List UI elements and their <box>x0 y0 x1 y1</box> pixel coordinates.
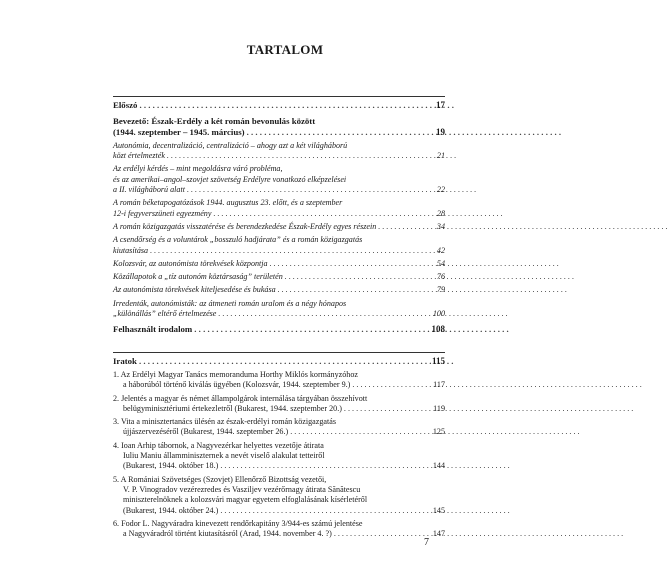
toc-subentry-page: 21 <box>436 151 445 161</box>
toc-document-title: 6. Fodor L. Nagyváradra kinevezett rendőrkapitány 3/944-es számú jelentése <box>113 518 363 528</box>
toc-subentry[interactable] <box>113 198 445 219</box>
toc-entry-eloszo[interactable] <box>113 100 445 110</box>
dot-leader <box>137 356 430 366</box>
dot-leader <box>268 259 435 269</box>
dot-leader <box>283 272 435 282</box>
toc-subentry-page: 54 <box>436 258 445 268</box>
toc-entry-title: Felhasznált irodalom <box>113 324 193 335</box>
toc-subentry[interactable] <box>113 259 445 269</box>
toc-entry-title: (1944. szeptember – 1945. március) <box>113 126 245 137</box>
toc-subentry[interactable] <box>113 299 445 320</box>
toc-subentry-title: Autonómia, decentralizáció, centralizáció – ahogy azt a két világháború <box>113 140 348 150</box>
dot-leader <box>137 100 434 110</box>
toc-document-page: 119 <box>433 403 445 413</box>
toc-subentry[interactable] <box>113 235 445 256</box>
toc-document-title: 2. Jelentés a magyar és német állampolgárok internálása tárgyában összehívott <box>113 393 368 403</box>
toc-document-entry[interactable] <box>113 441 445 472</box>
toc-subentry[interactable] <box>113 272 445 282</box>
toc-subentry-title: A román béketapogatózások 1944. augusztus 23. előtt, és a szeptember <box>113 198 343 208</box>
toc-subentry-title: a II. világháború alatt <box>113 185 185 195</box>
toc-subentry-title: Kolozsvár, az autonómista törekvések központja <box>113 258 268 268</box>
toc-subentry[interactable] <box>113 222 445 232</box>
toc-document-title: miniszterelnöknek a kolozsvári magyar egyetem elfoglalásának kísérletéről <box>123 495 368 505</box>
toc-subentry-title: Az autonómista törekvések kiteljesedése és bukása <box>113 285 276 295</box>
toc-subentry-page: 28 <box>436 208 445 218</box>
toc-subentry-page: 42 <box>436 245 445 255</box>
toc-subentry-title: Irredenták, autonómisták: az átmeneti román uralom és a négy hónapos <box>113 298 347 308</box>
toc-document-entry[interactable] <box>113 370 445 391</box>
page-number: 7 <box>424 537 429 548</box>
toc-entry-page: 17 <box>436 100 445 110</box>
toc-document-page: 117 <box>433 380 445 390</box>
dot-leader <box>276 285 435 295</box>
dot-leader <box>245 127 434 137</box>
dot-leader <box>165 151 435 161</box>
toc-subentry-title: A csendőrség és a voluntárok „bosszuló hadjárata” és a román közigazgatás <box>113 235 363 245</box>
toc-subentry-page: 79 <box>436 285 445 295</box>
toc-document-title: a Nagyváradról történt kiutasításról (Arad, 1944. november 4. ?) <box>123 529 332 539</box>
dot-leader <box>350 380 431 390</box>
toc-subentry-title: A román közigazgatás visszatérése és berendezkedése Észak-Erdély egyes részein <box>113 221 377 231</box>
divider <box>113 352 445 353</box>
toc-document-page: 145 <box>432 505 445 515</box>
toc-document-entry[interactable] <box>113 519 445 540</box>
toc-subentry-title: és az amerikai–angol–szovjet szövetség Erdélyre vonatkozó elképzelései <box>113 174 347 184</box>
toc-document-page: 125 <box>432 427 445 437</box>
toc-entry-title: Előszó <box>113 100 138 110</box>
toc-subentry[interactable] <box>113 285 445 295</box>
toc-document-title: (Bukarest, 1944. október 18.) <box>123 461 219 471</box>
toc-subentry-page: 76 <box>436 272 445 282</box>
page-title: TARTALOM <box>246 42 324 57</box>
table-of-contents <box>113 96 445 539</box>
toc-subentry-title: közt értelmezték <box>113 151 165 161</box>
toc-document-page: 144 <box>432 461 445 471</box>
toc-subentry-title: 12-i fegyverszüneti egyezmény <box>113 208 212 218</box>
toc-subentry-title: kiutasítása <box>113 245 149 255</box>
toc-document-title: belügyminisztériumi értekezletről (Bukarest, 1944. szeptember 20.) <box>123 403 342 413</box>
toc-entry-page: 19 <box>436 126 445 137</box>
toc-subentry-page: 34 <box>436 221 445 231</box>
dot-leader <box>342 404 431 414</box>
dot-leader <box>218 461 431 471</box>
toc-subentry-page: 22 <box>436 185 445 195</box>
toc-document-entry[interactable] <box>113 475 445 516</box>
subsection-list <box>113 141 445 319</box>
toc-entry-irodalom[interactable] <box>113 324 445 334</box>
toc-document-title: 3. Vita a minisztertanács ülésén az észak-erdélyi román közigazgatás <box>113 417 336 427</box>
dot-leader <box>288 427 431 437</box>
dot-leader <box>185 185 435 195</box>
divider <box>113 96 445 97</box>
toc-document-entry[interactable] <box>113 417 445 438</box>
toc-document-title: 5. A Romániai Szövetséges (Szovjet) Ellenőrző Bizottság vezetői, <box>113 474 327 484</box>
dot-leader <box>216 309 430 319</box>
dot-leader <box>148 246 435 256</box>
toc-document-title: (Bukarest, 1944. október 24.) <box>123 505 219 515</box>
dot-leader <box>332 529 431 539</box>
toc-entry-iratok[interactable] <box>113 356 445 366</box>
toc-subentry-page: 100 <box>432 309 445 319</box>
toc-document-page: 147 <box>432 529 445 539</box>
dot-leader <box>218 506 431 516</box>
toc-entry-title: Iratok <box>113 355 137 366</box>
document-list <box>113 370 445 539</box>
toc-entry-title: Bevezető: Észak-Erdély a két román bevonulás között <box>113 116 316 127</box>
toc-entry-page: 115 <box>431 355 445 366</box>
toc-subentry-title: Az erdélyi kérdés – mint megoldásra váró probléma, <box>113 164 283 174</box>
toc-document-entry[interactable] <box>113 394 445 415</box>
toc-document-title: V. P. Vinogradov vezérezredes és Vasziljev vezérőrnagy átirata Sănătescu <box>123 484 361 494</box>
dot-leader <box>211 209 434 219</box>
dot-leader <box>376 222 435 232</box>
toc-subentry[interactable] <box>113 141 445 162</box>
toc-entry-bevezeto[interactable] <box>113 116 445 137</box>
toc-document-title: Iuliu Maniu államminiszternek a nevét viselő alakulat tetteiről <box>123 451 325 461</box>
dot-leader <box>192 324 429 334</box>
toc-document-title: 1. Az Erdélyi Magyar Tanács memoranduma Horthy Miklós kormányzóhoz <box>113 369 358 379</box>
toc-document-title: újjászervezéséről (Bukarest, 1944. szeptember 26.) <box>123 427 289 437</box>
toc-subentry[interactable] <box>113 164 445 195</box>
toc-entry-page: 108 <box>431 324 445 335</box>
toc-subentry-title: Közállapotok a „tíz autonóm köztársaság” területén <box>113 272 283 282</box>
toc-document-title: 4. Ioan Arhip tábornok, a Nagyvezérkar helyettes vezetője átirata <box>113 440 324 450</box>
toc-document-title: a háborúból történő kiválás ügyében (Kolozsvár, 1944. szeptember 9.) <box>123 380 351 390</box>
toc-subentry-title: „különállás” eltérő értelmezése <box>113 309 217 319</box>
